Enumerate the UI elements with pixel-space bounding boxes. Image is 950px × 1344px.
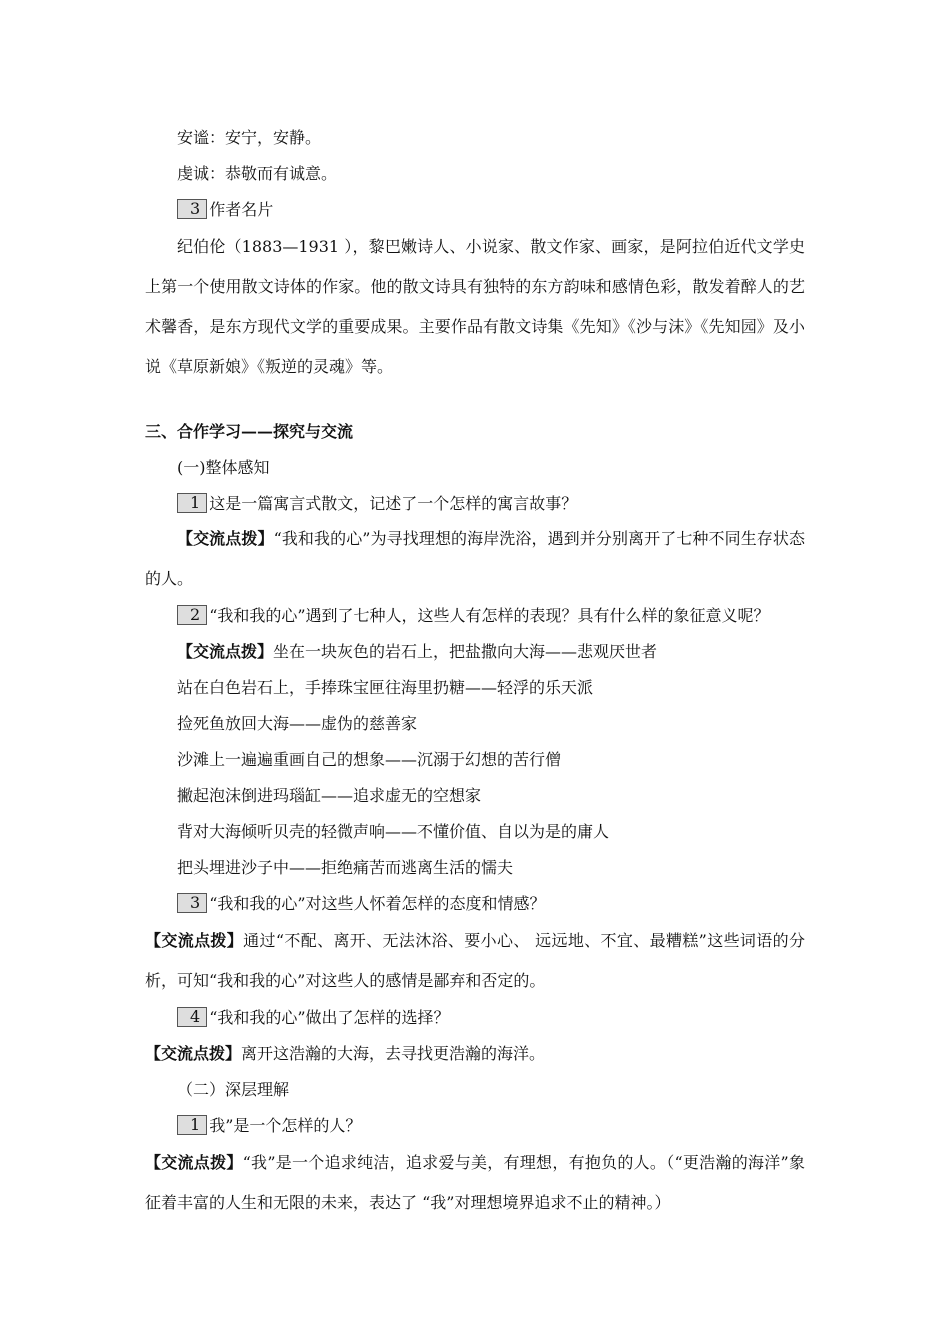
answer-2-line: 站在白色岩石上，手捧珠宝匣往海里扔糖——轻浮的乐天派 [177, 678, 594, 697]
question-4-text: “我和我的心”做出了怎样的选择？ [209, 1008, 450, 1027]
item-number-box: 3 [177, 893, 207, 913]
author-heading [177, 199, 273, 221]
question-2 [177, 605, 770, 627]
question-5 [177, 1115, 361, 1137]
answer-2-line: 背对大海倾听贝壳的轻微声响——不懂价值、自以为是的庸人 [177, 822, 610, 841]
item-number-box: 2 [177, 605, 207, 625]
answer-5-text: “我”是一个追求纯洁，追求爱与美，有理想，有抱负的人。（“更浩瀚的海洋”象征着丰富的人生和无限的未来，表达了 “我”对理想境界追求不止的精神。） [145, 1153, 805, 1212]
section-title: 三、合作学习——探究与交流 [145, 422, 354, 441]
vocab-line-2: 虔诚：恭敬而有诚意。 [177, 164, 338, 183]
answer-2-first [177, 641, 657, 663]
question-3 [177, 893, 546, 915]
question-5-text: 我”是一个怎样的人？ [209, 1116, 362, 1135]
question-1-text: 这是一篇寓言式散文，记述了一个怎样的寓言故事？ [209, 494, 578, 513]
answer-4-text: 离开这浩瀚的大海，去寻找更浩瀚的海洋。 [241, 1044, 546, 1063]
author-paragraph: 纪伯伦（1883—1931 ），黎巴嫩诗人、小说家、散文作家、画家，是阿拉伯近代文学史上第一个使用散文诗体的作家。他的散文诗具有独特的东方韵味和感情色彩，散发着醉人的艺术馨香，是东方现代文学的重要成果。主要作品有散文诗集《先知》《沙与沫》《先知园》及小说《草原新娘》《叛逆的灵魂》等。 [145, 237, 805, 376]
part-heading-overall: (一)整体感知 [177, 458, 270, 477]
answer-2-first-text: 坐在一块灰色的岩石上，把盐撒向大海——悲观厌世者 [273, 642, 658, 661]
answer-1 [145, 519, 805, 599]
question-4 [177, 1007, 450, 1029]
question-1 [177, 493, 577, 515]
item-number-box: 1 [177, 493, 207, 513]
answer-5 [145, 1143, 805, 1223]
answer-2-line: 撇起泡沫倒进玛瑙缸——追求虚无的空想家 [177, 786, 482, 805]
answer-tag: 【交流点拨】 [145, 931, 244, 950]
question-3-text: “我和我的心”对这些人怀着怎样的态度和情感？ [209, 894, 546, 913]
answer-2-line: 捡死鱼放回大海——虚伪的慈善家 [177, 714, 418, 733]
part-heading-deep: （二）深层理解 [177, 1080, 290, 1099]
answer-3 [145, 921, 805, 1001]
answer-4 [145, 1043, 545, 1065]
author-heading-text: 作者名片 [209, 200, 274, 219]
question-2-text: “我和我的心”遇到了七种人，这些人有怎样的表现？具有什么样的象征意义呢？ [209, 606, 770, 625]
answer-1-text: “我和我的心”为寻找理想的海岸洗浴，遇到并分别离开了七种不同生存状态的人。 [145, 529, 805, 588]
item-number-box: 4 [177, 1007, 207, 1027]
answer-3-text: 通过“不配、离开、无法沐浴、要小心、 远远地、不宜、最糟糕”这些词语的分析，可知“我和我的心”对这些人的感情是鄙弃和否定的。 [145, 931, 805, 990]
answer-2-line: 沙滩上一遍遍重画自己的想象——沉溺于幻想的苦行僧 [177, 750, 562, 769]
answer-tag: 【交流点拨】 [177, 642, 274, 661]
answer-2-line: 把头埋进沙子中——拒绝痛苦而逃离生活的懦夫 [177, 858, 514, 877]
answer-tag: 【交流点拨】 [145, 1044, 242, 1063]
answer-tag: 【交流点拨】 [145, 1153, 243, 1172]
item-number-box: 1 [177, 1115, 207, 1135]
vocab-line-1: 安谧：安宁，安静。 [177, 128, 322, 147]
answer-tag: 【交流点拨】 [177, 529, 274, 548]
item-number-box: 3 [177, 199, 207, 219]
